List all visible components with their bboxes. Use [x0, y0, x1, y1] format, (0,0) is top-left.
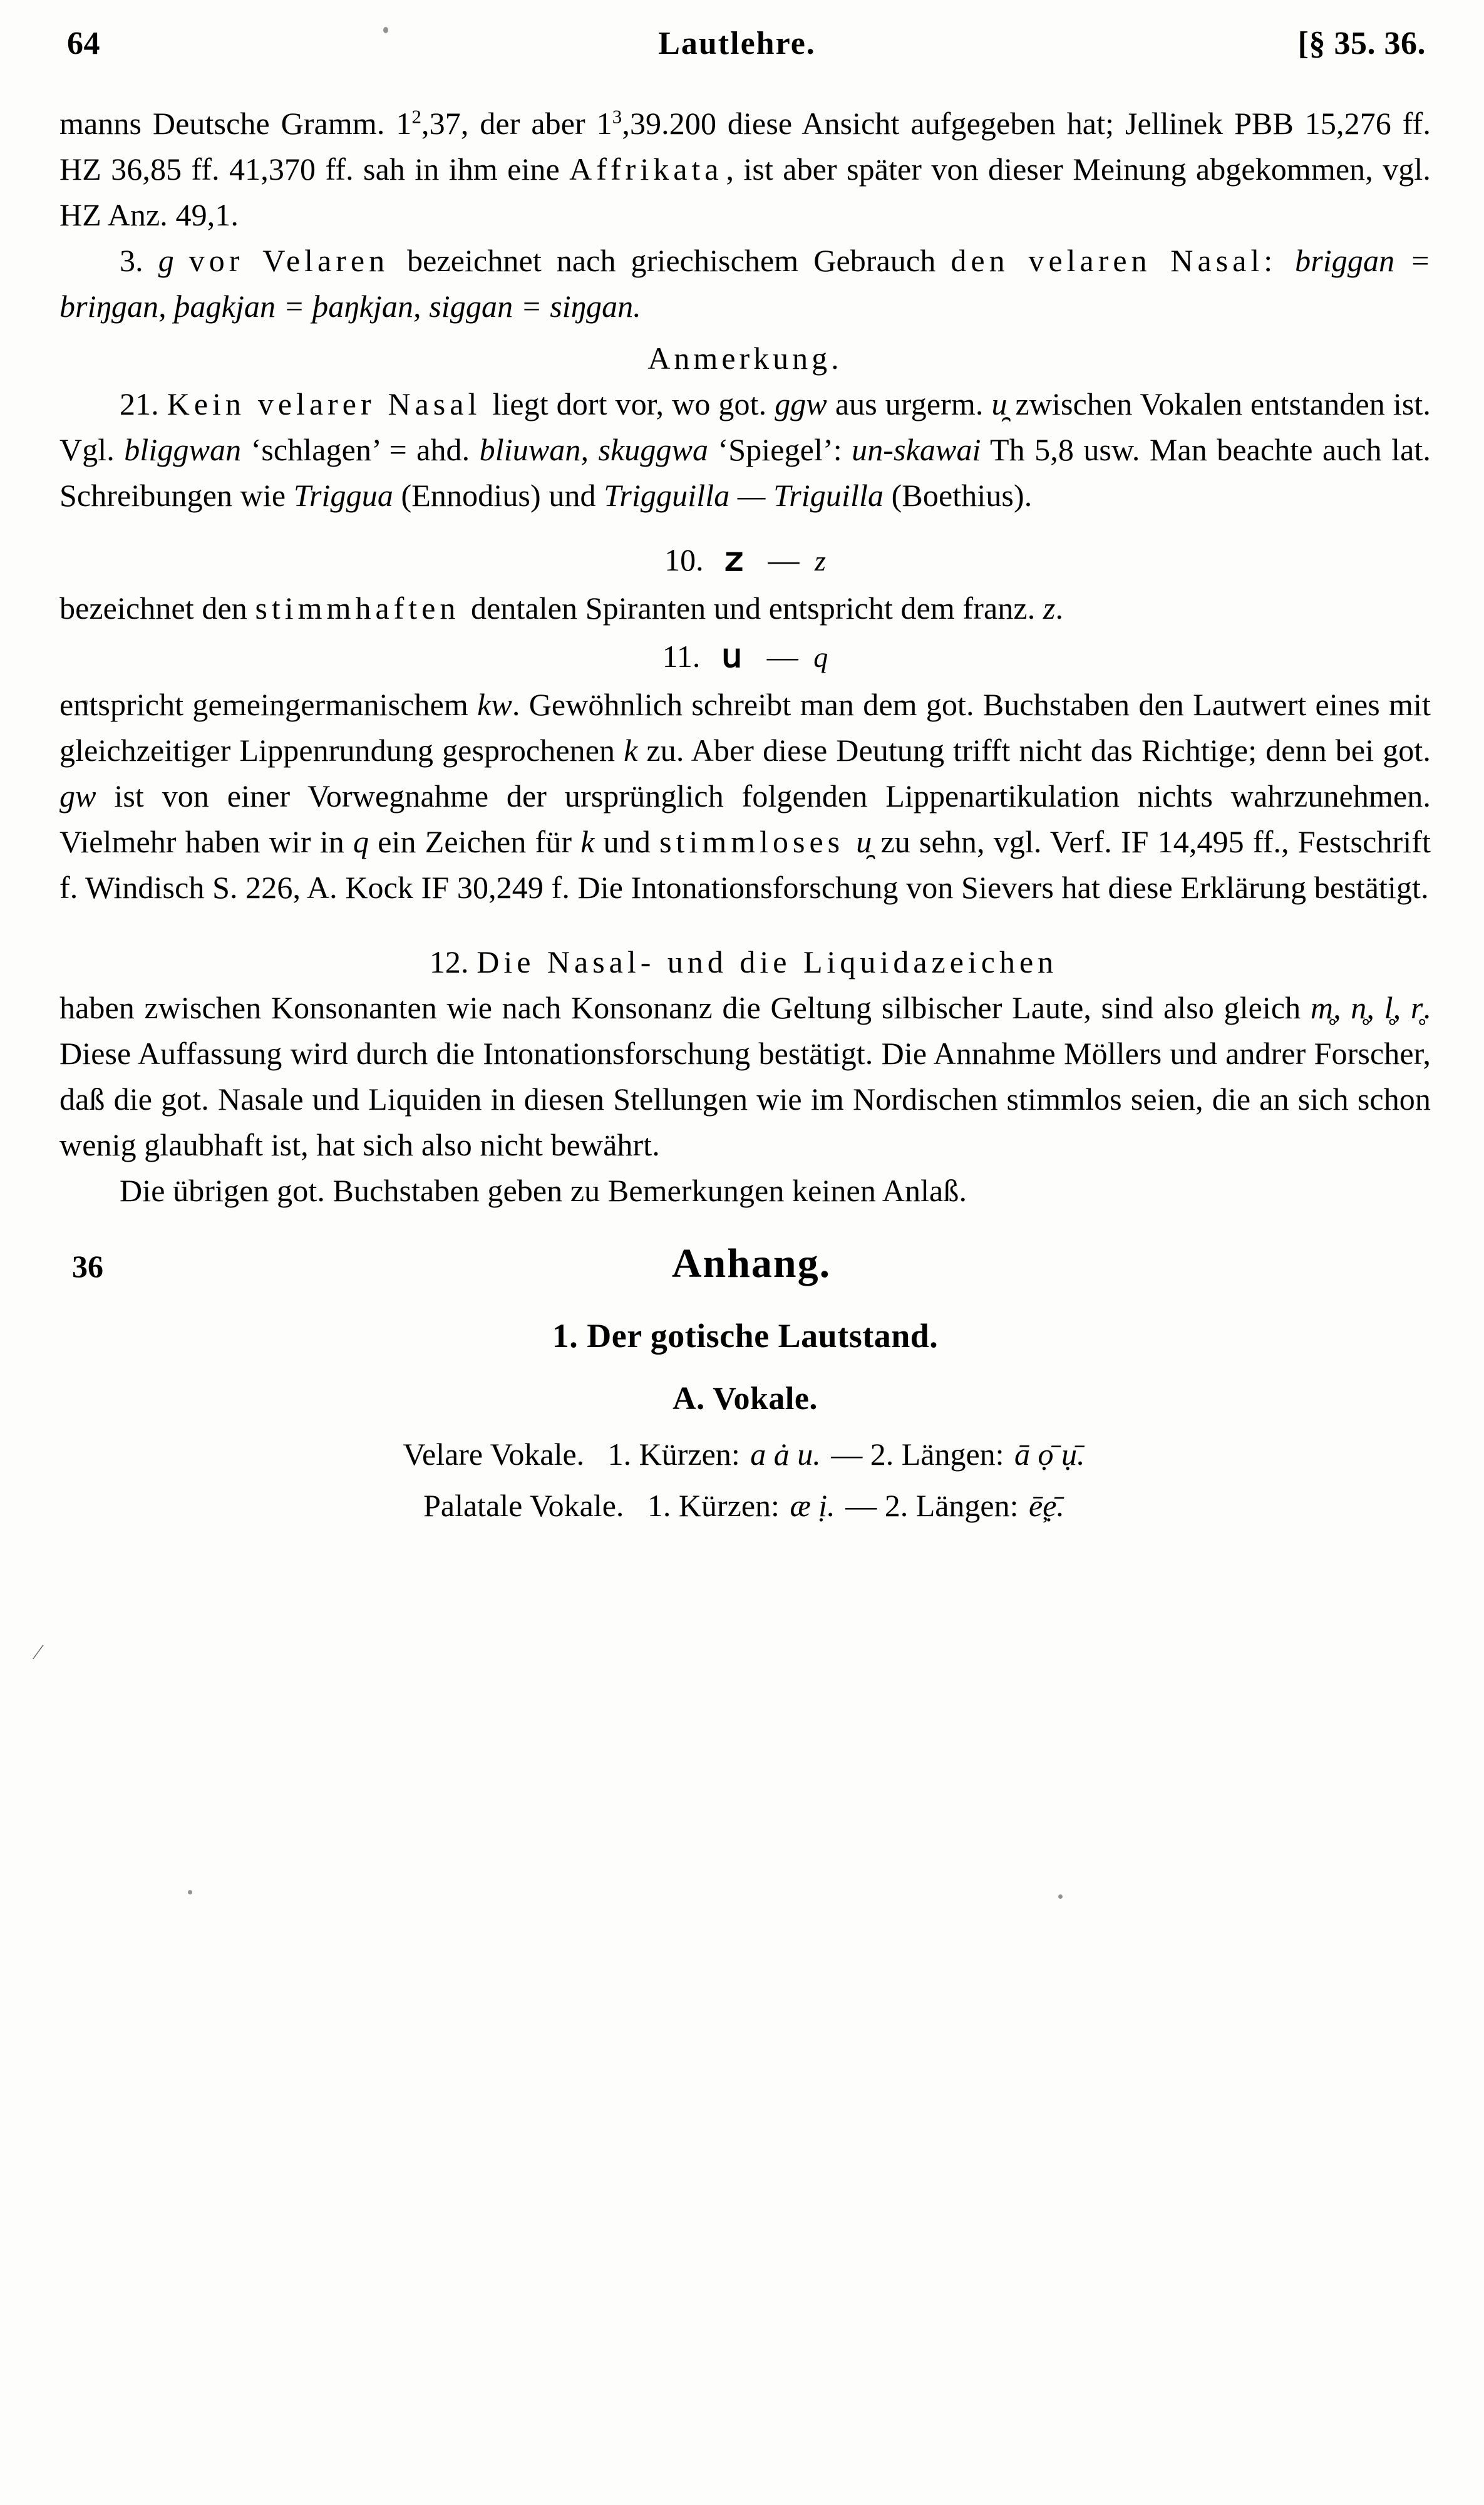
anhang-heading-row [59, 1240, 1431, 1288]
italic-form: kw [477, 687, 512, 722]
anhang-subheading-2: A. Vokale. [672, 1381, 818, 1417]
scan-speck [1058, 1894, 1063, 1899]
text-run: manns Deutsche Gramm. 1 [59, 106, 412, 141]
page-number: 64 [67, 26, 100, 61]
long-vowel-symbols: ē̦ẹ̄. [1029, 1488, 1064, 1523]
anhang-subheading-1: 1. Der gotische Lautstand. [552, 1317, 939, 1355]
letterspaced-term: vor Velaren [188, 243, 389, 278]
paragraph-note-21 [59, 381, 1431, 519]
letterspaced-term: den velaren Nasal: [951, 243, 1277, 278]
rule-heading-11 [59, 631, 1431, 682]
italic-form: k [580, 824, 595, 859]
letterspaced-term: stimmhaften [255, 591, 460, 626]
text-run: ein Zeichen für [369, 824, 581, 859]
text-run: Th 5,8 usw. Man beachte auch lat. Schreibungen wie [59, 432, 1431, 513]
text-run: ‘Spiegel’: [708, 432, 852, 467]
paragraph-item-3 [59, 238, 1431, 329]
text-run: . Diese Auffassung wird durch die Intonationsforschung bestätigt. Die Annahme Möllers und andrer Forscher, daß die got. Nasale und Liquiden in diesen Stellungen wie im Nordischen stimmlos seien, die an sich schon wenig glaubhaft ist, hat sich also nicht bewährt. [59, 990, 1431, 1162]
space-run [632, 1488, 647, 1523]
text-run: und [594, 824, 660, 859]
vowel-class-label: Palatale Vokale. [423, 1488, 624, 1523]
short-vowel-symbols: a ȧ u. [750, 1437, 821, 1472]
latin-value-q: q [813, 641, 828, 673]
short-vowel-symbols: æ ị. [790, 1488, 835, 1523]
latin-value-z: z [815, 545, 826, 577]
long-vowel-symbols: ā ọ̄ ụ̄. [1014, 1437, 1085, 1472]
vowel-row-velare [59, 1431, 1431, 1477]
gothic-letter-q: 𐌵 [721, 636, 742, 675]
italic-form: u̯ [856, 824, 872, 859]
italic-form: k [624, 733, 638, 768]
anmerkung-heading-wrap [59, 336, 1431, 381]
item-number: 12. [429, 944, 477, 979]
italic-form: z [1043, 591, 1056, 626]
letterspaced-term: Die Nasal- und die Liquidazeichen [477, 944, 1058, 979]
italic-form: bliuwan, skuggwa [479, 432, 709, 467]
text-run: (Boethius). [884, 478, 1033, 513]
vowel-class-label: Velare Vokale. [403, 1437, 585, 1472]
rule-heading-10 [59, 535, 1431, 586]
text-run: bezeichnet den [59, 591, 255, 626]
text-run: bezeichnet nach griechischem Gebrauch [392, 243, 951, 278]
text-run: ,39.200 diese Ansicht aufgegeben hat; Jellinek PBB 15,276 ff. HZ 36,85 ff. 41,370 ff. sah in ihm eine [59, 106, 1431, 187]
gothic-examples: briggan = briŋgan, þagkjan = þaŋkjan, siggan = siŋgan. [59, 243, 1431, 324]
separator-dash: — [845, 1488, 877, 1523]
spacer [59, 329, 1431, 336]
space-run [592, 1437, 608, 1472]
paragraph-rule-12 [59, 985, 1431, 1168]
text-run: entspricht gemeingermanischem [59, 687, 478, 722]
long-label: 2. Längen: [884, 1488, 1019, 1523]
text-run: ‘schlagen’ = ahd. [241, 432, 480, 467]
text-run: . Gewöhnlich schreibt man dem got. Buchstaben den Lautwert eines mit gleichzeitiger Lippenrundung gesprochenen [59, 687, 1431, 768]
letterspaced-term: Kein velarer Nasal [167, 386, 482, 421]
page-text-column [59, 25, 1431, 1529]
text-run: ,37, der aber 1 [421, 106, 612, 141]
letterspaced-term: stimmloses [659, 824, 845, 859]
text-run [847, 824, 856, 859]
rule-number: 11. [662, 639, 701, 674]
text-run: (Ennodius) und [393, 478, 604, 513]
italic-form: u̯ [991, 386, 1007, 421]
italic-letter-g: g [158, 243, 174, 278]
short-label: 1. Kürzen: [647, 1488, 780, 1523]
superior-numeral: 3 [612, 105, 622, 128]
long-label: 2. Längen: [870, 1437, 1004, 1472]
item-number: 3. [120, 243, 158, 278]
em-dash: — [766, 639, 798, 674]
anmerkung-heading: Anmerkung. [647, 341, 843, 376]
paragraph-rule-11 [59, 682, 1431, 911]
paragraph-closing: Die übrigen got. Buchstaben geben zu Bemerkungen keinen Anlaß. [120, 1173, 967, 1208]
italic-form: q [353, 824, 369, 859]
text-run: haben zwischen Konsonanten wie nach Konsonanz die Geltung silbischer Laute, sind also gleich [59, 990, 1311, 1025]
anhang-title: Anhang. [671, 1241, 832, 1286]
italic-form: un-skawai [852, 432, 981, 467]
text-run: ist von einer Vorwegnahme der ursprünglich folgenden Lippenartikulation nichts wahrzunehmen. Vielmehr haben wir in [59, 778, 1431, 859]
scan-speck [188, 1890, 192, 1894]
paragraph-number-36: 36 [72, 1249, 103, 1284]
running-title: Lautlehre. [658, 26, 816, 61]
spacer [59, 911, 1431, 939]
text-run: dentalen Spiranten und entspricht dem franz. [463, 591, 1043, 626]
text-run: . [1055, 591, 1064, 626]
paragraph-rule-10 [59, 586, 1431, 631]
italic-form: Triggua [293, 478, 393, 513]
running-head [59, 25, 1431, 62]
text-run: zwischen Vokalen entstanden ist. Vgl. [59, 386, 1431, 467]
em-dash: — [768, 542, 800, 577]
italic-form: ggw [775, 386, 827, 421]
separator-dash: — [831, 1437, 863, 1472]
text-run: liegt dort vor, wo got. [484, 386, 775, 421]
section-reference: [§ 35. 36. [1297, 26, 1426, 61]
vowel-row-palatale [59, 1482, 1431, 1529]
spacer [59, 519, 1431, 535]
space-run [174, 243, 189, 278]
text-run: zu sehn, vgl. Verf. IF 14,495 ff., Festschrift f. Windisch S. 226, A. Kock IF 30,249 f. Die Intonationsforschung von Sievers hat diese Erklärung bestätigt. [59, 824, 1431, 905]
italic-form: bliggwan [124, 432, 242, 467]
italic-form: gw [59, 778, 96, 813]
italic-form: Trigguilla — Triguilla [604, 478, 884, 513]
rule-number: 10. [664, 542, 704, 577]
item-number: 21. [120, 386, 167, 421]
paragraph-continuation [59, 101, 1431, 238]
text-run: zu. Aber diese Deutung trifft nicht das Richtige; denn bei got. [637, 733, 1431, 768]
letterspaced-term: Affrikata [569, 152, 723, 187]
syllabic-sonorant-symbols: m̥, n̥, l̥, r̥ [1310, 990, 1423, 1025]
text-run: aus urgerm. [827, 386, 992, 421]
rule-heading-12 [59, 939, 1431, 985]
superior-numeral: 2 [411, 105, 422, 128]
text-run: , ist aber später von dieser Meinung abgekommen, vgl. HZ Anz. 49,1. [59, 152, 1431, 232]
short-label: 1. Kürzen: [607, 1437, 740, 1472]
gothic-letter-z: 𐌶 [725, 539, 743, 579]
margin-stray-mark: ⁄ [36, 1641, 40, 1664]
